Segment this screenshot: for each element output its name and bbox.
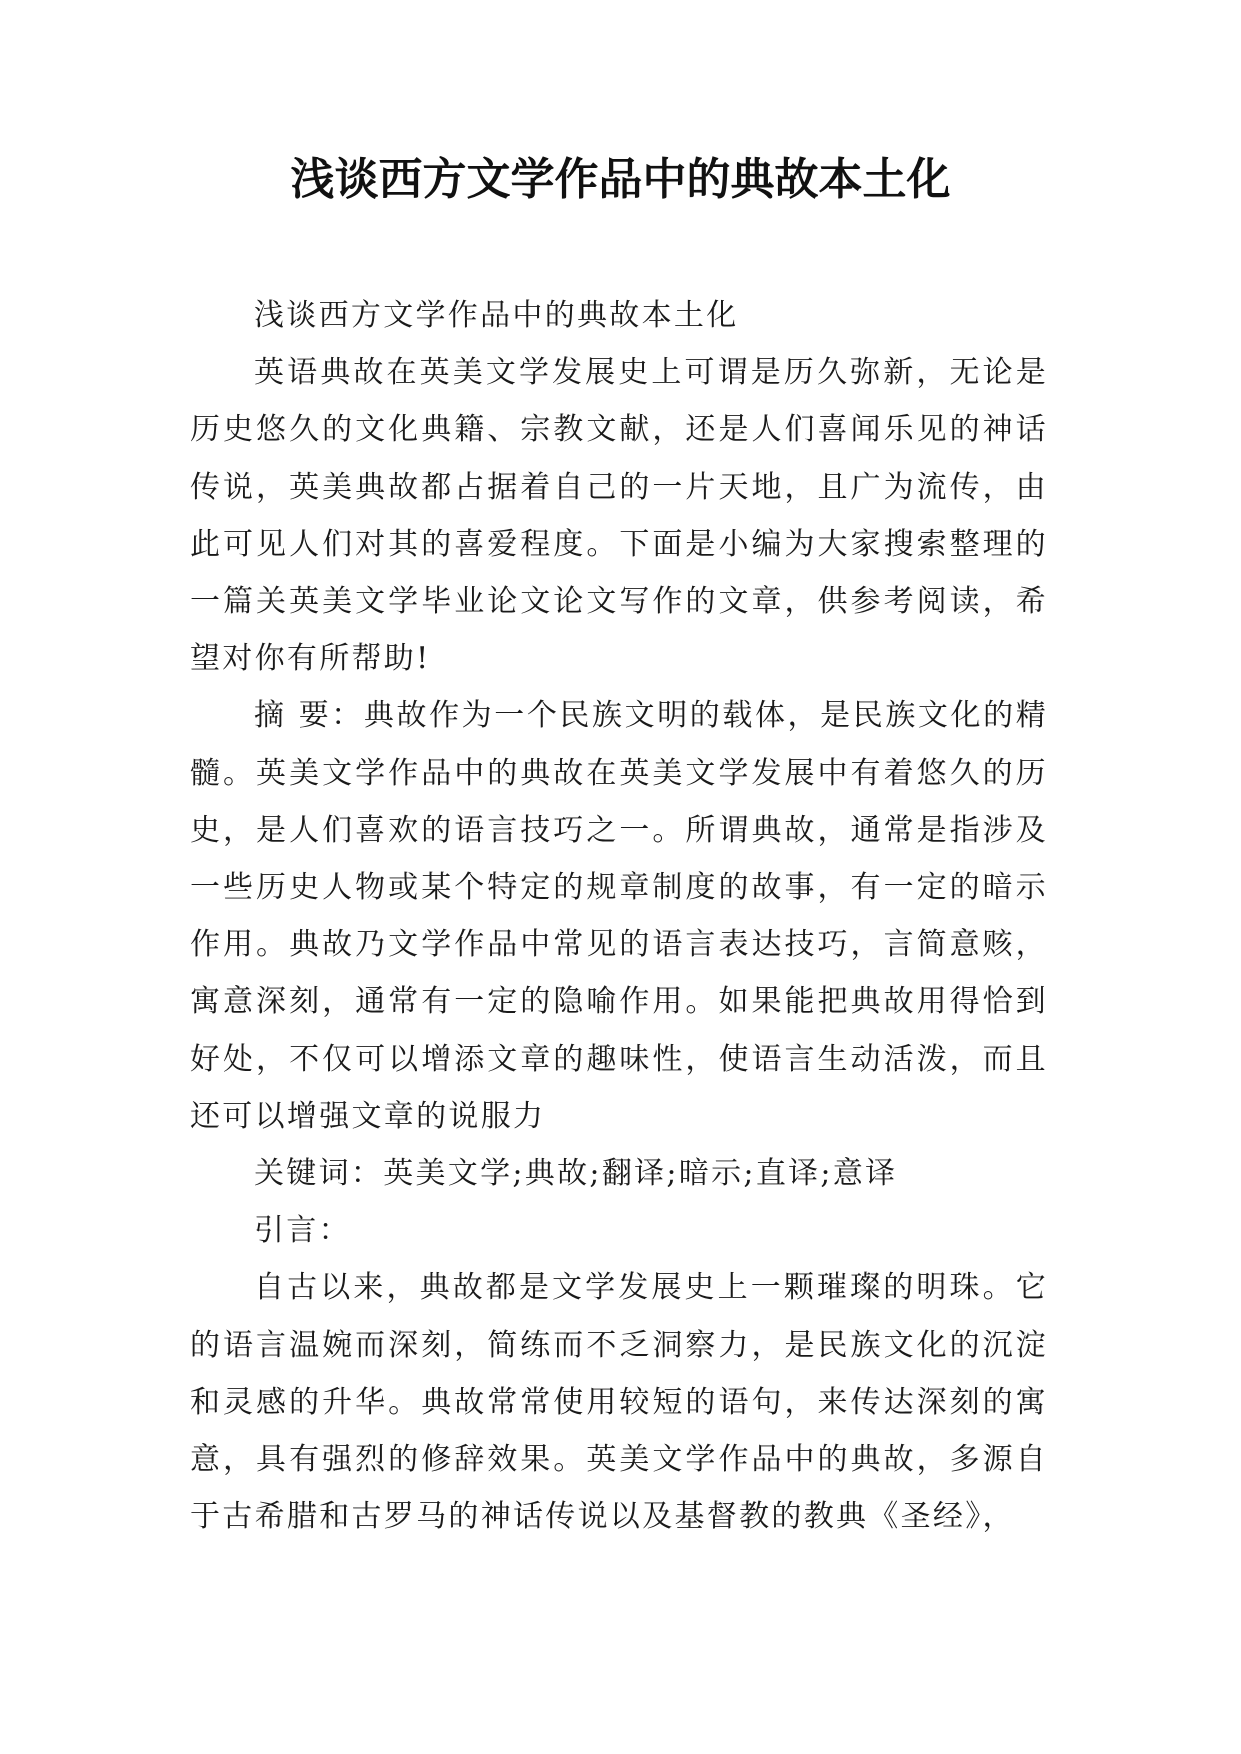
paragraph-preface-heading: 引言： — [254, 1213, 351, 1249]
paragraph-keywords: 关键词：英美文学;典故;翻译;暗示;直译;意译 — [254, 1156, 898, 1192]
document-title: 浅谈西方文学作品中的典故本土化 — [290, 154, 951, 205]
paragraph-preface: 自古以来，典故都是文学发展史上一颗璀璨的明珠。它的语言温婉而深刻，简练而不乏洞察力，是民族文化的沉淀和灵感的升华。典故常常使用较短的语句，来传达深刻的寓意，具有强烈的修辞效果。英美文学作品中的典故，多源自于古希腊和古罗马的神话传说以及基督教的教典《圣经》， — [190, 1270, 1048, 1535]
paragraph-abstract: 摘 要：典故作为一个民族文明的载体，是民族文化的精髓。英美文学作品中的典故在英美文学发展中有着悠久的历史，是人们喜欢的语言技巧之一。所谓典故，通常是指涉及一些历史人物或某个特定的规章制度的故事，有一定的暗示作用。典故乃文学作品中常见的语言表达技巧，言简意赅，寓意深刻，通常有一定的隐喻作用。如果能把典故用得恰到好处，不仅可以增添文章的趣味性，使语言生动活泼，而且还可以增强文章的说服力 — [190, 698, 1048, 1134]
paragraph-intro: 英语典故在英美文学发展史上可谓是历久弥新，无论是历史悠久的文化典籍、宗教文献，还是人们喜闻乐见的神话传说，英美典故都占据着自己的一片天地，且广为流传，由此可见人们对其的喜爱程度。下面是小编为大家搜索整理的一篇关英美文学毕业论文论文写作的文章，供参考阅读，希望对你有所帮助! — [190, 355, 1048, 677]
document-body — [190, 287, 1048, 1545]
paragraph-subtitle: 浅谈西方文学作品中的典故本土化 — [254, 298, 739, 333]
